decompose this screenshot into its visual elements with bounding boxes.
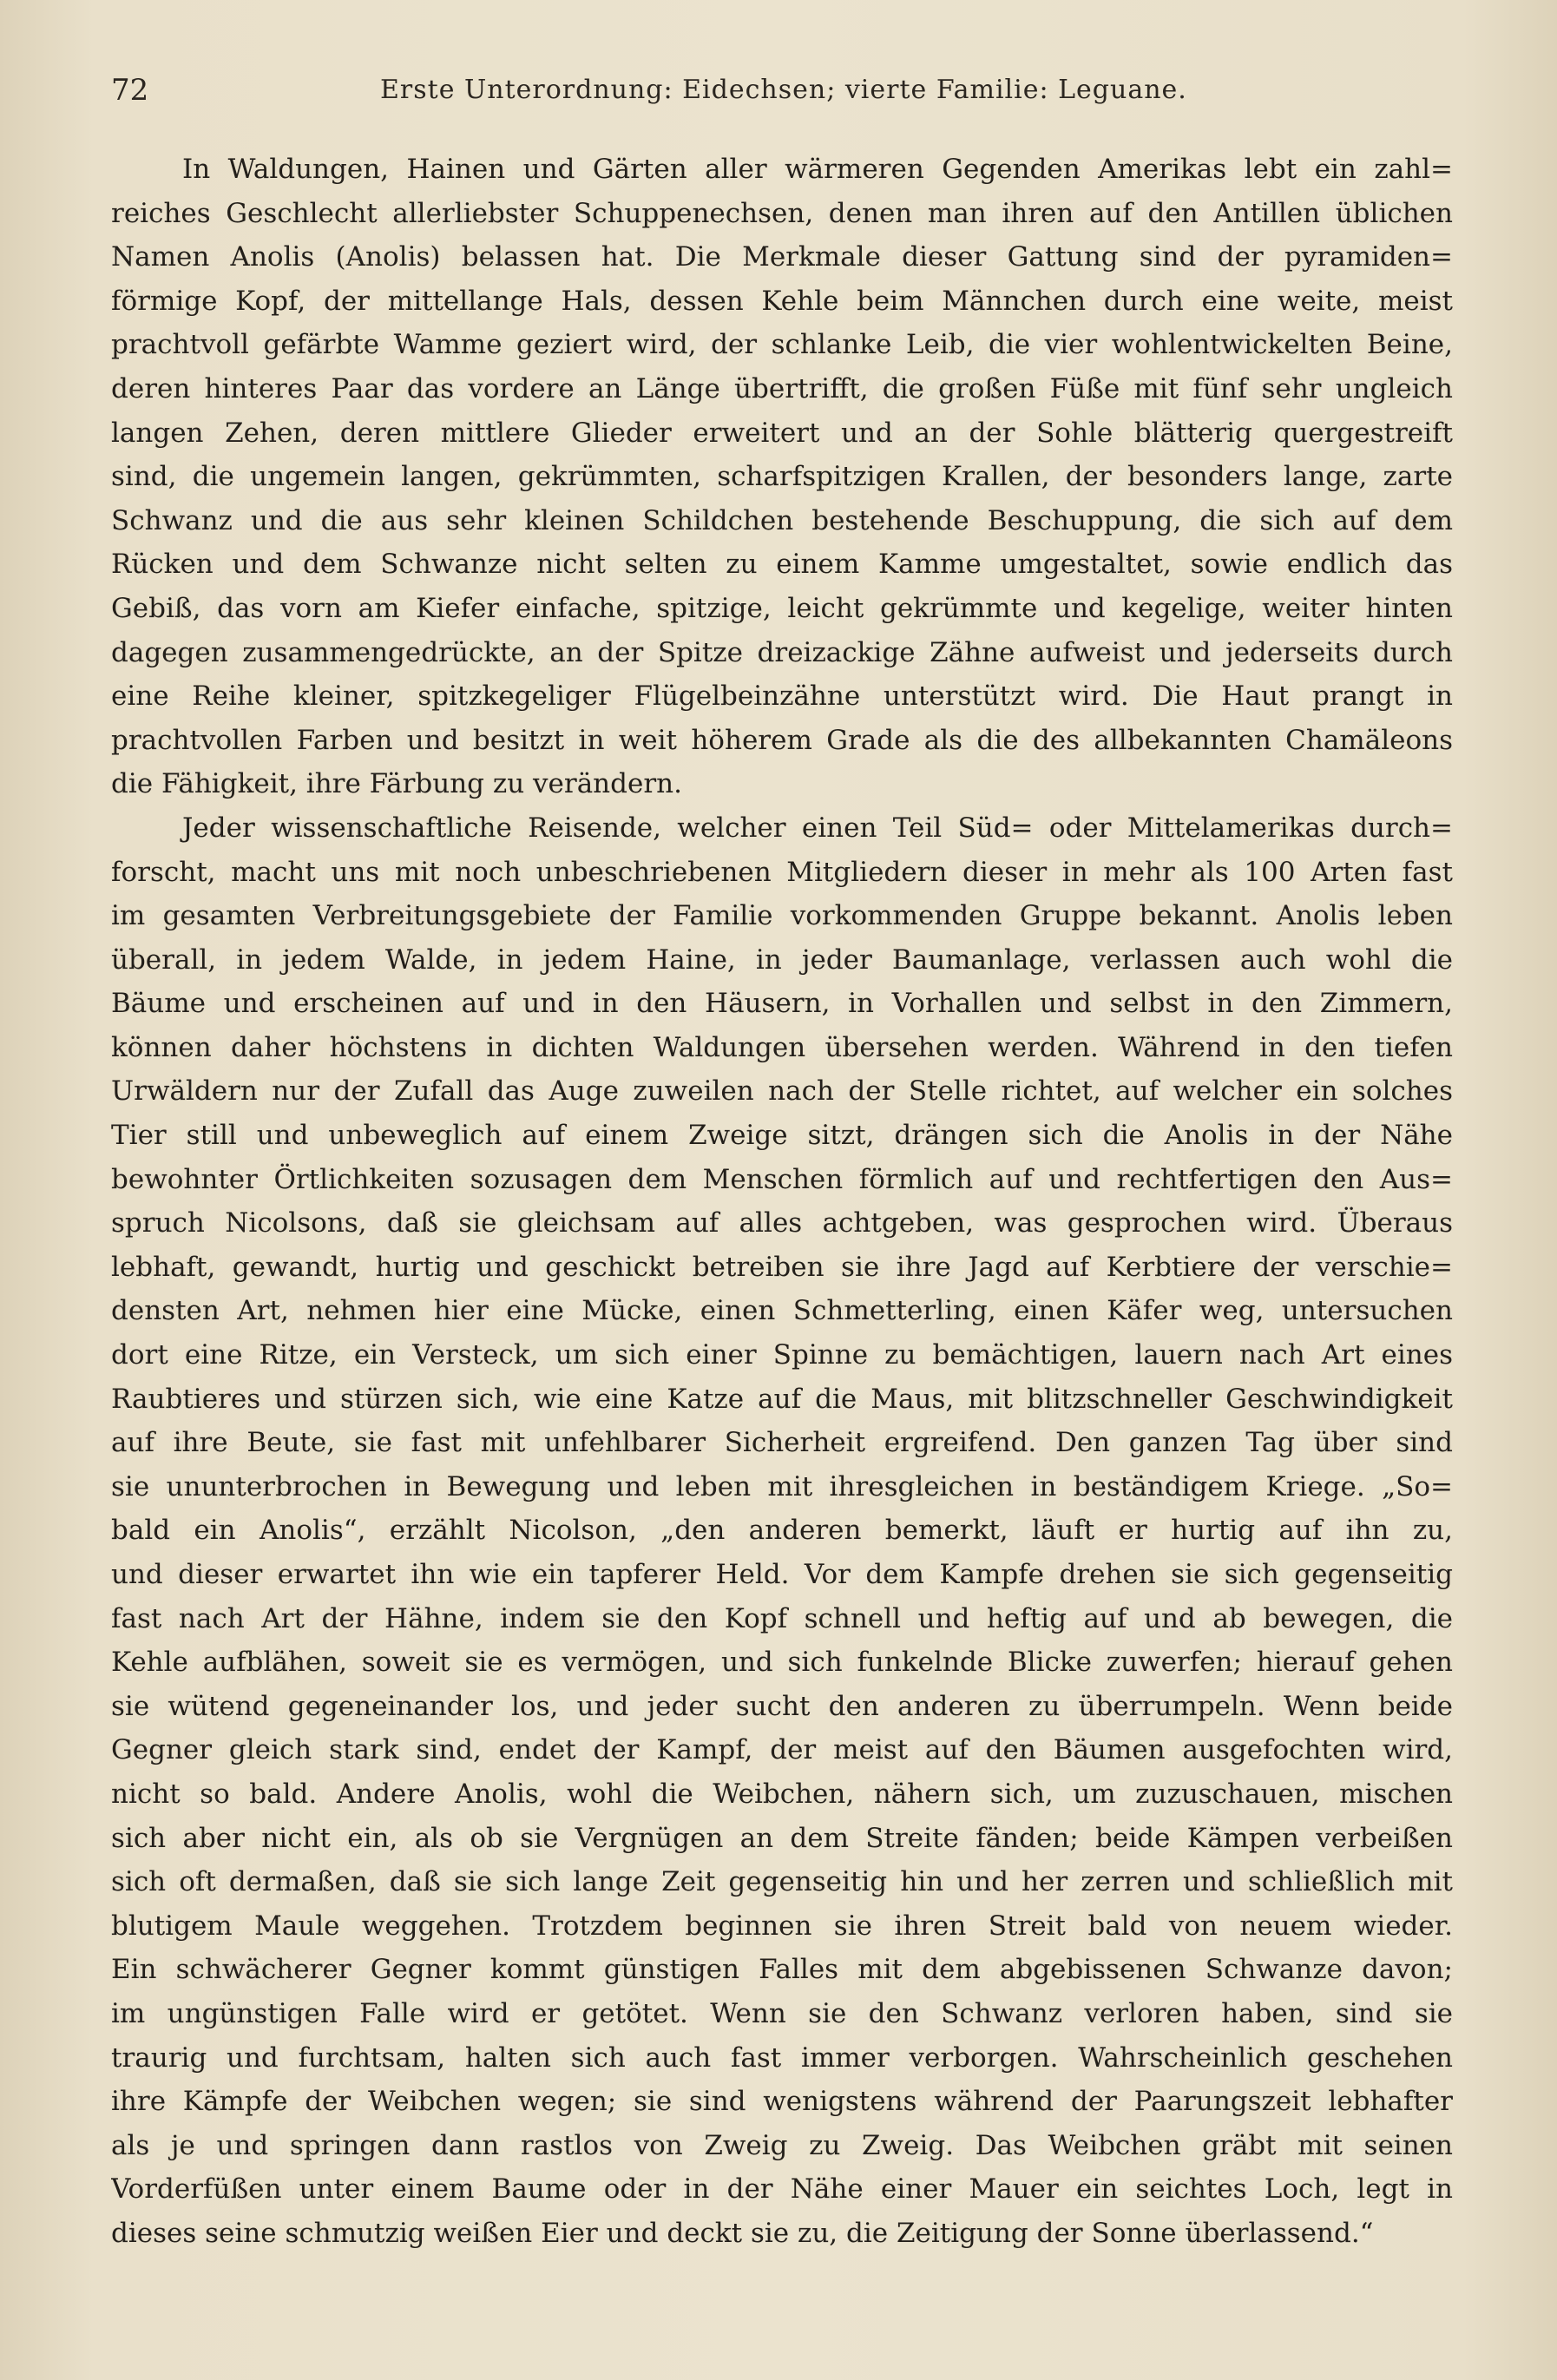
text-line: auf ihre Beute, sie fast mit unfehlbarer Sicherheit ergreifend. Den ganzen Tag über sind [111,1427,1453,1459]
text-line: sich oft dermaßen, daß sie sich lange Zeit gegenseitig hin und her zerren und schließlich mit [111,1866,1453,1898]
paragraph [111,148,1453,806]
text-line: förmige Kopf, der mittellange Hals, dessen Kehle beim Männchen durch eine weite, meist [111,285,1453,317]
text-line: bald ein Anolis“, erzählt Nicolson, „den anderen bemerkt, läuft er hurtig auf ihn zu, [111,1515,1453,1547]
text-line: sind, die ungemein langen, gekrümmten, scharfspitzigen Krallen, der besonders lange, zarte [111,461,1453,493]
text-line: im ungünstigen Falle wird er getötet. Wenn sie den Schwanz verloren haben, sind sie [111,1997,1453,2029]
text-line: prachtvollen Farben und besitzt in weit höherem Grade als die des allbekannten Chamäleons [111,724,1453,756]
text-line: fast nach Art der Hähne, indem sie den Kopf schnell und heftig auf und ab bewegen, die [111,1602,1453,1634]
text-line: die Fähigkeit, ihre Färbung zu verändern. [111,768,682,800]
text-line: Jeder wissenschaftliche Reisende, welcher einen Teil Süd= oder Mittelamerikas durch= [182,812,1453,844]
text-line: ihre Kämpfe der Weibchen wegen; sie sind wenigstens während der Paarungszeit lebhafter [111,2086,1453,2118]
text-line: Schwanz und die aus sehr kleinen Schildchen bestehende Beschuppung, die sich auf dem [111,504,1453,536]
text-line: eine Reihe kleiner, spitzkegeliger Flügelbeinzähne unterstützt wird. Die Haut prangt in [111,680,1453,713]
text-line: Ein schwächerer Gegner kommt günstigen Falles mit dem abgebissenen Schwanze davon; [111,1954,1453,1986]
text-line: reiches Geschlecht allerliebster Schuppenechsen, denen man ihren auf den Antillen üblichen [111,197,1453,229]
text-line: lebhaft, gewandt, hurtig und geschickt betreiben sie ihre Jagd auf Kerbtiere der verschie= [111,1251,1453,1283]
text-line: traurig und furchtsam, halten sich auch fast immer verborgen. Wahrscheinlich geschehen [111,2041,1453,2074]
text-line: Kehle aufblähen, soweit sie es vermögen, und sich funkelnde Blicke zuwerfen; hierauf gehen [111,1647,1453,1679]
text-line: Gebiß, das vorn am Kiefer einfache, spitzige, leicht gekrümmte und kegelige, weiter hinten [111,592,1453,624]
text-line: dagegen zusammengedrückte, an der Spitze dreizackige Zähne aufweist und jederseits durch [111,636,1453,668]
text-line: blutigem Maule weggehen. Trotzdem beginnen sie ihren Streit bald von neuem wieder. [111,1910,1453,1942]
text-line: als je und springen dann rastlos von Zweig zu Zweig. Das Weibchen gräbt mit seinen [111,2129,1453,2161]
text-line: densten Art, nehmen hier eine Mücke, einen Schmetterling, einen Käfer weg, untersuchen [111,1295,1453,1327]
text-line: dort eine Ritze, ein Versteck, um sich einer Spinne zu bemächtigen, lauern nach Art eines [111,1339,1453,1371]
text-line: nicht so bald. Andere Anolis, wohl die Weibchen, nähern sich, um zuzuschauen, mischen [111,1778,1453,1810]
text-line: Urwäldern nur der Zufall das Auge zuweilen nach der Stelle richtet, auf welcher ein solches [111,1075,1453,1108]
text-line: Vorderfüßen unter einem Baume oder in der Nähe einer Mauer ein seichtes Loch, legt in [111,2173,1453,2206]
text-line: spruch Nicolsons, daß sie gleichsam auf alles achtgeben, was gesprochen wird. Überaus [111,1207,1453,1239]
text-line: dieses seine schmutzig weißen Eier und deckt sie zu, die Zeitigung der Sonne überlassend.“ [111,2217,1374,2249]
text-line: sie ununterbrochen in Bewegung und leben mit ihresgleichen in beständigem Kriege. „So= [111,1470,1453,1502]
text-line: Tier still und unbeweglich auf einem Zweige sitzt, drängen sich die Anolis in der Nähe [111,1120,1453,1152]
text-line: können daher höchstens in dichten Waldungen übersehen werden. Während in den tiefen [111,1031,1453,1063]
text-line: In Waldungen, Hainen und Gärten aller wärmeren Gegenden Amerikas lebt ein zahl= [182,154,1453,185]
page-header [111,73,1465,116]
text-line: sie wütend gegeneinander los, und jeder sucht den anderen zu überrumpeln. Wenn beide [111,1690,1453,1722]
text-line: Bäume und erscheinen auf und in den Häusern, in Vorhallen und selbst in den Zimmern, [111,988,1453,1020]
text-line: Raubtieres und stürzen sich, wie eine Katze auf die Maus, mit blitzschneller Geschwindigkeit [111,1383,1453,1415]
text-line: überall, in jedem Walde, in jedem Haine, in jeder Baumanlage, verlassen auch wohl die [111,943,1453,976]
text-line: Gegner gleich stark sind, endet der Kampf, der meist auf den Bäumen ausgefochten wird, [111,1734,1453,1766]
text-line: forscht, macht uns mit noch unbeschriebenen Mitgliedern dieser in mehr als 100 Arten fast [111,856,1453,888]
text-line: prachtvoll gefärbte Wamme geziert wird, der schlanke Leib, die vier wohlentwickelten Beine, [111,329,1453,361]
paragraph [111,806,1453,2256]
text-line: langen Zehen, deren mittlere Glieder erweitert und an der Sohle blätterig quergestreift [111,417,1453,449]
text-line: Rücken und dem Schwanze nicht selten zu einem Kamme umgestaltet, sowie endlich das [111,549,1453,581]
text-line: bewohnter Örtlichkeiten sozusagen dem Menschen förmlich auf und rechtfertigen den Aus= [111,1163,1453,1195]
text-line: und dieser erwartet ihn wie ein tapferer Held. Vor dem Kampfe drehen sie sich gegenseitig [111,1559,1453,1590]
text-line: deren hinteres Paar das vordere an Länge übertrifft, die großen Füße mit fünf sehr ungleich [111,372,1453,404]
text-line: sich aber nicht ein, als ob sie Vergnügen an dem Streite fänden; beide Kämpen verbeißen [111,1822,1453,1854]
body-text [111,148,1453,2256]
running-head: Erste Unterordnung: Eidechsen; vierte Familie: Leguane. [380,75,1187,105]
page-number: 72 [111,73,149,108]
text-line: Namen Anolis (Anolis) belassen hat. Die Merkmale dieser Gattung sind der pyramiden= [111,241,1453,273]
text-line: im gesamten Verbreitungsgebiete der Familie vorkommenden Gruppe bekannt. Anolis leben [111,900,1453,932]
